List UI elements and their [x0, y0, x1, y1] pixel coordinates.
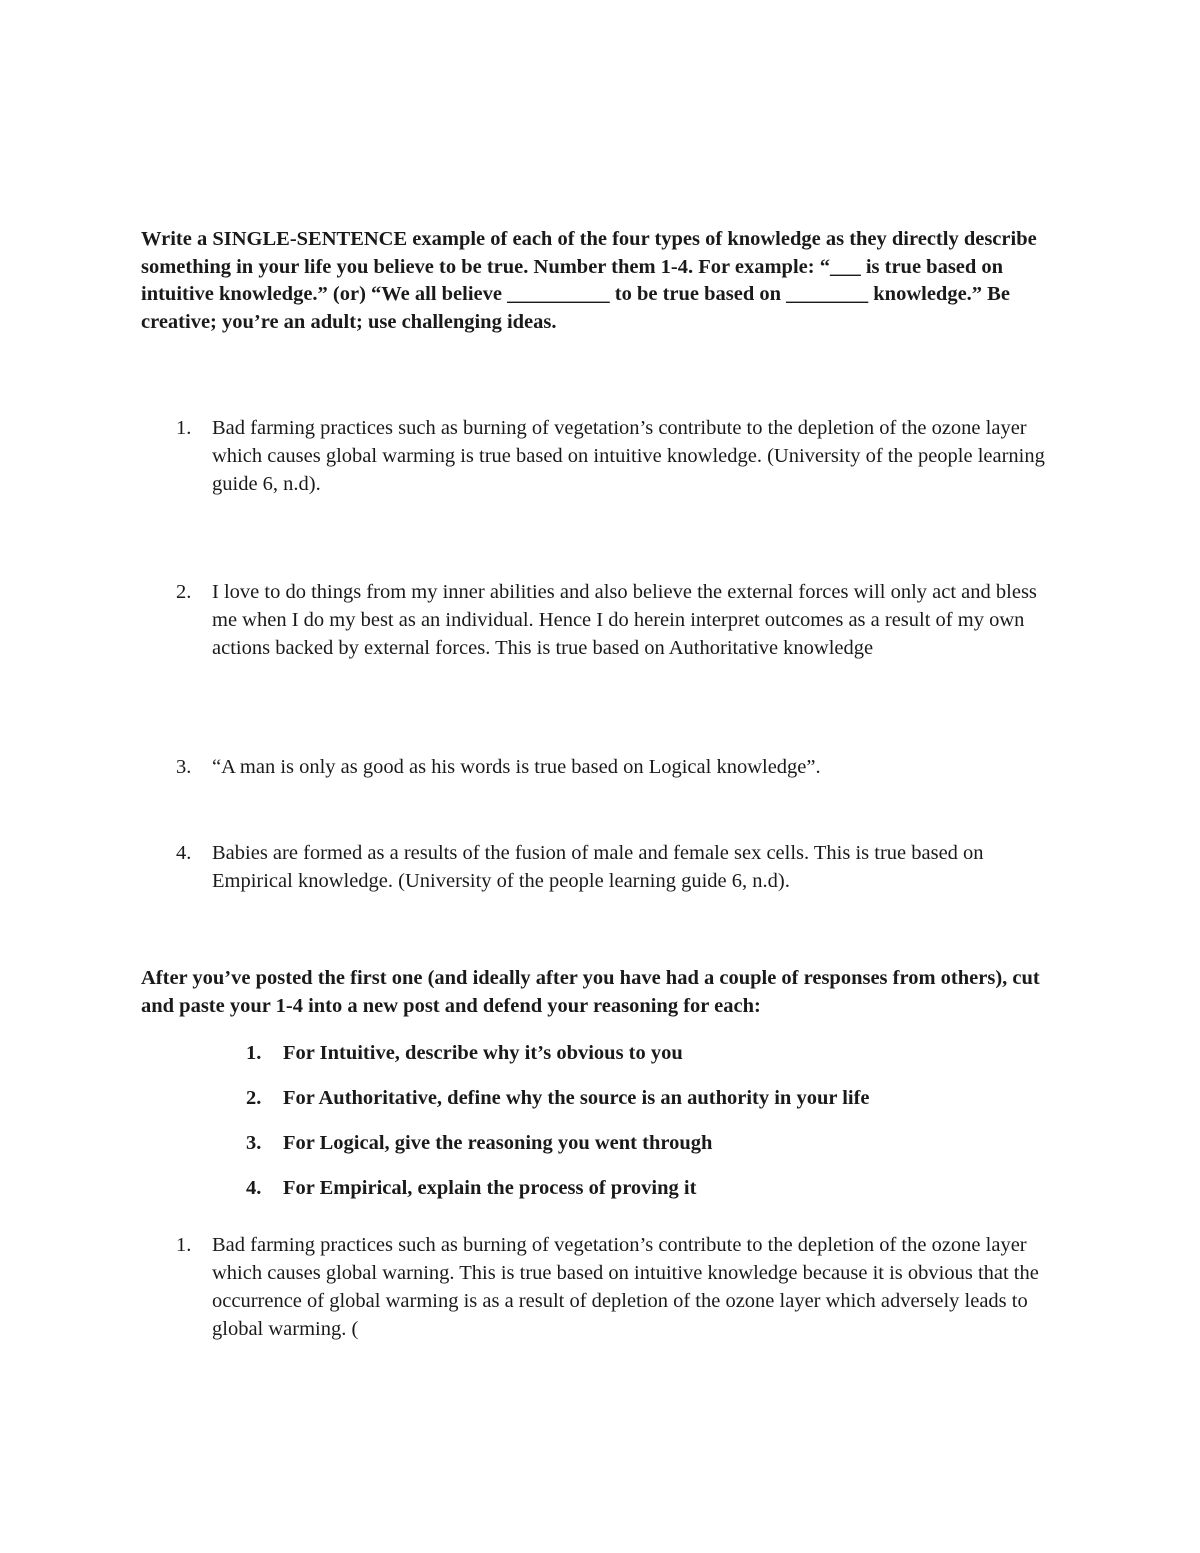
prompt-text: For Logical, give the reasoning you went through — [283, 1132, 713, 1154]
list-number: 2. — [176, 581, 192, 603]
list-number: 4. — [176, 842, 192, 864]
list-number: 1. — [176, 1234, 192, 1256]
example-text: “A man is only as good as his words is true based on Logical knowledge”. — [212, 756, 821, 778]
list-number: 3. — [246, 1132, 262, 1154]
example-item-2 — [176, 578, 1056, 662]
defense-item-1 — [176, 1231, 1056, 1343]
example-item-3 — [176, 753, 1056, 781]
followup-paragraph: After you’ve posted the first one (and ideally after you have had a couple of responses from others), cut and paste your 1-4 into a new post and defend your reasoning for each: — [141, 967, 1040, 1017]
prompt-text: For Authoritative, define why the source is an authority in your life — [283, 1087, 870, 1109]
defense-text: Bad farming practices such as burning of vegetation’s contribute to the depletion of the ozone layer which causes global warning. This is true based on intuitive knowledge because it is obvious that the occurrence of global warming is as a result of depletion of the ozone layer which adversely leads to global warming. ( — [212, 1234, 1039, 1340]
list-number: 1. — [246, 1042, 262, 1064]
example-text: Babies are formed as a results of the fusion of male and female sex cells. This is true based on Empirical knowledge. (University of the people learning guide 6, n.d). — [212, 842, 984, 892]
prompt-text: For Empirical, explain the process of proving it — [283, 1177, 697, 1199]
example-item-1 — [176, 414, 1056, 498]
list-number: 3. — [176, 756, 192, 778]
list-number: 2. — [246, 1087, 262, 1109]
example-text: Bad farming practices such as burning of vegetation’s contribute to the depletion of the ozone layer which causes global warming is true based on intuitive knowledge. (University of the people learning guide 6, n.d). — [212, 417, 1045, 495]
prompt-item-1 — [246, 1039, 1066, 1067]
prompt-item-3 — [246, 1129, 1066, 1157]
example-item-4 — [176, 839, 1056, 895]
prompt-text: For Intuitive, describe why it’s obvious to you — [283, 1042, 683, 1064]
list-number: 4. — [246, 1177, 262, 1199]
instructions-paragraph: Write a SINGLE-SENTENCE example of each of the four types of knowledge as they directly describe something in your life you believe to be true. Number them 1-4. For example: “___ is true based on intuitive knowledge.” (or) “We all believe __________ to be true based on ________ knowledge.” Be creative; you’re an adult; use challenging ideas. — [141, 228, 1037, 333]
prompt-item-4 — [246, 1174, 1066, 1202]
list-number: 1. — [176, 417, 192, 439]
prompt-item-2 — [246, 1084, 1066, 1112]
example-text: I love to do things from my inner abilities and also believe the external forces will only act and bless me when I do my best as an individual. Hence I do herein interpret outcomes as a result of my own actions backed by external forces. This is true based on Authoritative knowledge — [212, 581, 1037, 659]
